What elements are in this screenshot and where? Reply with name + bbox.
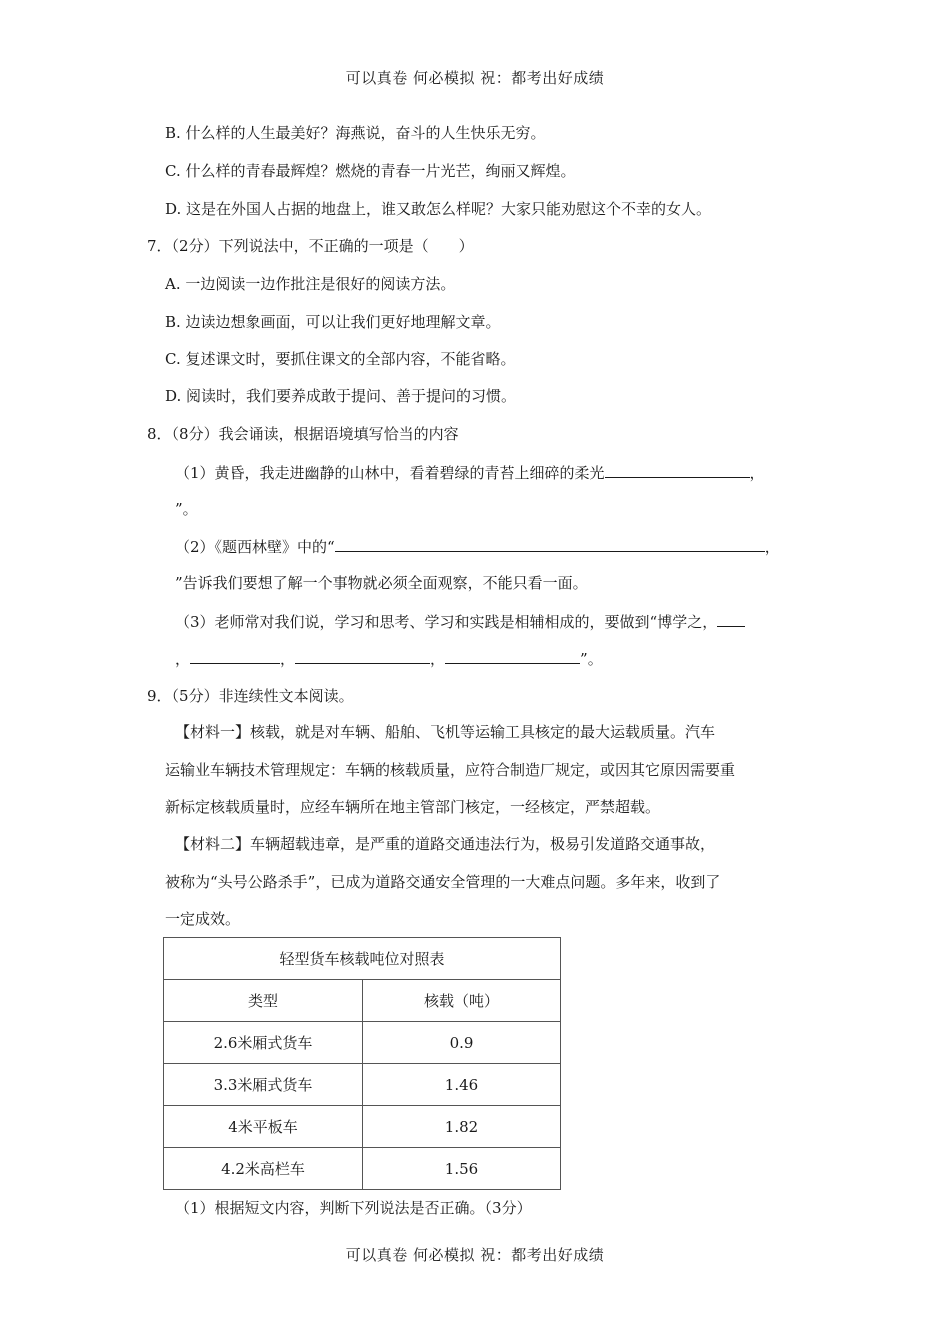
q9-sub1: （1）根据短文内容，判断下列说法是否正确。（3分）	[175, 1199, 532, 1217]
q6-option-d: D. 这是在外国人占据的地盘上，谁又敢怎么样呢？大家只能劝慰这个不幸的女人。	[165, 200, 712, 218]
q8-sub2-comma: ，	[764, 538, 780, 556]
q8-sub3-comma: ，	[280, 650, 296, 668]
page-header: 可以真卷 何必模拟 祝：都考出好成绩	[345, 69, 605, 87]
table-cell: 4.2米高栏车	[164, 1148, 363, 1190]
answer-blank[interactable]	[335, 536, 765, 552]
answer-blank[interactable]	[717, 611, 745, 627]
q8-sub1-text: （1）黄昏，我走进幽静的山林中，看着碧绿的青苔上细碎的柔光	[175, 464, 605, 482]
table-cell: 1.56	[363, 1148, 561, 1190]
q8-sub3-line2	[175, 648, 603, 669]
q7-option-d: D. 阅读时，我们要养成敢于提问、善于提问的习惯。	[165, 387, 517, 405]
table-title-row	[164, 938, 561, 980]
q6-option-c: C. 什么样的青春最辉煌？燃烧的青春一片光芒，绚丽又辉煌。	[165, 162, 576, 180]
tonnage-table	[163, 937, 561, 1190]
table-cell: 0.9	[363, 1022, 561, 1064]
table-cell: 3.3米厢式货车	[164, 1064, 363, 1106]
table-cell: 4米平板车	[164, 1106, 363, 1148]
material-1-line3: 新标定核载质量时，应经车辆所在地主管部门核定，一经核定，严禁超载。	[165, 798, 661, 816]
table-header-type: 类型	[164, 980, 363, 1022]
q9-stem: 9．（5分）非连续性文本阅读。	[147, 687, 354, 705]
table-row	[164, 1148, 561, 1190]
q8-sub3-comma: ，	[430, 650, 446, 668]
q7-stem: 7．（2分）下列说法中，不正确的一项是（ ）	[147, 237, 474, 255]
q8-sub2-text: （2）《题西林壁》中的“	[175, 538, 335, 556]
q8-sub1-comma: ，	[749, 464, 765, 482]
q7-option-b: B. 边读边想象画面，可以让我们更好地理解文章。	[165, 313, 501, 331]
table-cell: 1.82	[363, 1106, 561, 1148]
q8-sub2-line2: ”告诉我们要想了解一个事物就必须全面观察，不能只看一面。	[175, 574, 588, 592]
material-1-line2: 运输业车辆技术管理规定：车辆的核载质量，应符合制造厂规定，或因其它原因需要重	[165, 761, 736, 779]
page-footer: 可以真卷 何必模拟 祝：都考出好成绩	[345, 1246, 605, 1264]
table-row	[164, 1064, 561, 1106]
table-row	[164, 1106, 561, 1148]
answer-blank[interactable]	[295, 648, 430, 664]
table-header-load: 核载（吨）	[363, 980, 561, 1022]
q8-sub1-line1	[175, 462, 765, 483]
material-1-line1: 【材料一】核载，就是对车辆、船舶、飞机等运输工具核定的最大运载质量。汽车	[175, 723, 716, 741]
q6-option-b: B. 什么样的人生最美好？海燕说，奋斗的人生快乐无穷。	[165, 124, 546, 142]
table-header-row	[164, 980, 561, 1022]
answer-blank[interactable]	[445, 648, 580, 664]
q8-stem: 8．（8分）我会诵读，根据语境填写恰当的内容	[147, 425, 459, 443]
q7-option-c: C. 复述课文时，要抓住课文的全部内容，不能省略。	[165, 350, 516, 368]
q8-sub2-line1	[175, 536, 780, 557]
q8-sub1-line2: ”。	[175, 500, 198, 518]
table-cell: 1.46	[363, 1064, 561, 1106]
answer-blank[interactable]	[605, 462, 750, 478]
q8-sub3-line1	[175, 611, 745, 632]
material-2-line3: 一定成效。	[165, 910, 241, 928]
table-row	[164, 1022, 561, 1064]
q7-option-a: A. 一边阅读一边作批注是很好的阅读方法。	[165, 275, 456, 293]
q8-sub3-text: （3）老师常对我们说，学习和思考、学习和实践是相辅相成的，要做到“博学之，	[175, 613, 718, 631]
q8-sub3-end: ”。	[580, 650, 603, 668]
table-title: 轻型货车核载吨位对照表	[164, 938, 561, 980]
table-cell: 2.6米厢式货车	[164, 1022, 363, 1064]
q8-sub3-comma: ，	[175, 650, 191, 668]
material-2-line1: 【材料二】车辆超载违章，是严重的道路交通违法行为，极易引发道路交通事故，	[175, 835, 716, 853]
material-2-line2: 被称为“头号公路杀手”，已成为道路交通安全管理的一大难点问题。多年来，收到了	[165, 873, 721, 891]
answer-blank[interactable]	[190, 648, 280, 664]
